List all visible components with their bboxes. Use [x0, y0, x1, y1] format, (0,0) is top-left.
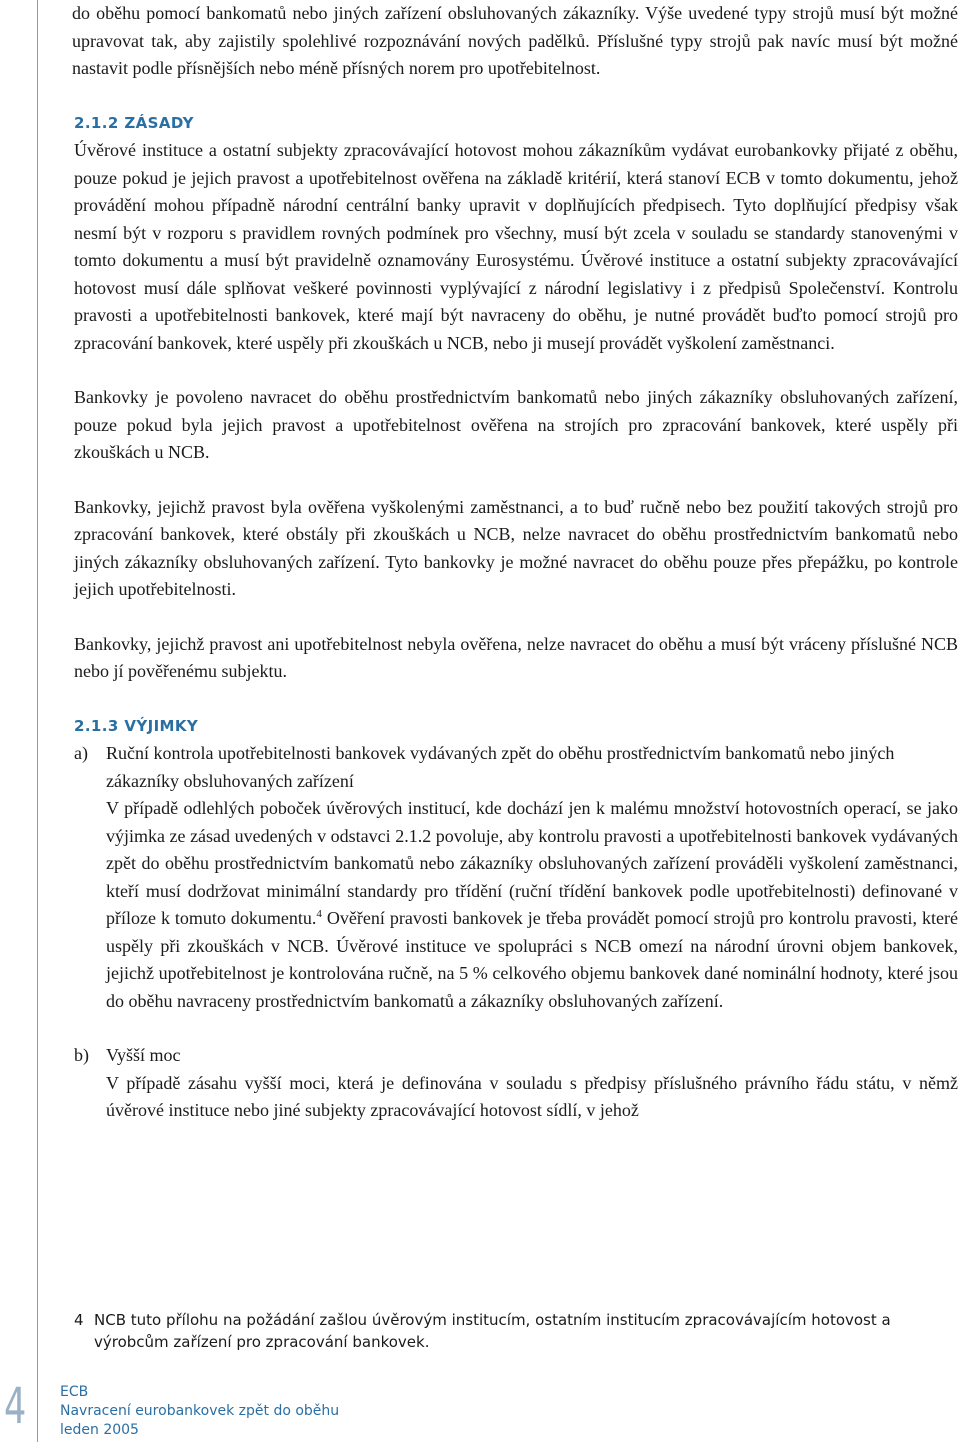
- footnote: [74, 1309, 958, 1353]
- footnote-text: NCB tuto přílohu na požádání zašlou úvěrovým institucím, ostatním institucím zpracovávajícím hotovost a výrobcům zařízení pro zpracování bankovek.: [94, 1311, 891, 1351]
- page-number: 4: [4, 1377, 27, 1435]
- item-text: V případě zásahu vyšší moci, která je definována v souladu s předpisy příslušného právního řádu státu, v němž úvěrové instituce nebo jiné subjekty zpracovávající hotovost sídlí, v jehož: [106, 1072, 958, 1120]
- paragraph-principles-3: Bankovky, jejichž pravost byla ověřena vyškolenými zaměstnanci, a to buď ručně nebo bez použití takových strojů pro zpracování bankovek, které obstály při zkouškách u NCB, nelze navracet do oběhu prostřednictvím bankomatů nebo jiných zákazníky obsluhovaných zařízení. Tyto bankovky je možné navracet do oběhu pouze přes přepážku, po kontrole jejich upotřebitelnosti.: [74, 496, 958, 599]
- footer-document-title: Navracení eurobankovek zpět do oběhu: [60, 1403, 340, 1419]
- page-footer: [60, 1383, 339, 1440]
- exception-item-b: [74, 1042, 958, 1125]
- paragraph-principles-4: Bankovky, jejichž pravost ani upotřebitelnost nebyla ověřena, nelze navracet do oběhu a musí být vráceny příslušné NCB nebo jí pověřenému subjektu.: [74, 633, 958, 681]
- item-title: Vyšší moc: [106, 1045, 181, 1065]
- section-heading-2-1-2: 2.1.2 ZÁSADY: [74, 113, 194, 132]
- margin-rule: [37, 0, 38, 1442]
- paragraph-principles-2: Bankovky je povoleno navracet do oběhu prostřednictvím bankomatů nebo jiných zákazníky obsluhovaných zařízení, pouze pokud byla jejich pravost a upotřebitelnost ověřena na strojích pro zpracování bankovek, které uspěly při zkouškách u NCB.: [74, 387, 958, 462]
- item-title: Ruční kontrola upotřebitelnosti bankovek vydávaných zpět do oběhu prostřednictvím bankomatů nebo jiných zákazníky obsluhovaných zařízení: [106, 743, 895, 791]
- footnote-reference[interactable]: 4: [316, 908, 322, 920]
- footer-publisher: ECB: [60, 1384, 89, 1400]
- footnote-number: 4: [74, 1311, 84, 1329]
- footer-date: leden 2005: [60, 1422, 139, 1438]
- page-content: [74, 0, 958, 1125]
- item-text: V případě odlehlých poboček úvěrových institucí, kde dochází jen k malému množství hotovostních operací, se jako výjimka ze zásad uvedených v odstavci 2.1.2 povoluje, aby kontrolu pravosti a upotřebitelnosti bankovek vydávaných zpět do oběhu prostřednictvím bankomatů nebo zákazníky obsluhovaných zařízení prováděli vyškolení zaměstnanci, kteří musí dodržovat minimální standardy pro třídění (ruční třídění bankovek podle upotřebitelnosti) definované v příloze k tomuto dokumentu.$^4$ Ověření pravosti bankovek je třeba provádět pomocí strojů pro kontrolu pravosti, které uspěly při zkouškách v NCB. Úvěrové instituce ve spolupráci s NCB omezí na národní úrovni objem bankovek, jejichž upotřebitelnost je kontrolována ručně, na 5 % celkového objemu bankovek dané nominální hodnoty, které jsou do oběhu navraceny prostřednictvím bankomatů a zákazníky obsluhovaných zařízení.: [106, 798, 959, 1011]
- section-heading-2-1-3: 2.1.3 VÝJIMKY: [74, 716, 199, 735]
- item-label: b): [74, 1045, 89, 1065]
- paragraph-principles-1: Úvěrové instituce a ostatní subjekty zpracovávající hotovost mohou zákazníkům vydávat eurobankovky přijaté z oběhu, pouze pokud je jejich pravost a upotřebitelnost ověřena na základě kritérií, která stanoví ECB v tomto dokumentu, jehož provádění mohou případně národní centrální banky upravit v doplňujících předpisech. Tyto doplňující předpisy však nesmí být v rozporu s pravidlem rovných podmínek pro všechny, musí být zcela v souladu se standardy stanovenými v tomto dokumentu a musí být pravidelně oznamovány Eurosystému. Úvěrové instituce a ostatní subjekty zpracovávající hotovost musí dále splňovat veškeré povinnosti vyplývající z národní legislativy i z předpisů Společenství. Kontrolu pravosti a upotřebitelnosti bankovek, které mají být navraceny do oběhu, je nutné provádět buďto pomocí strojů pro zpracování bankovek, které uspěly při zkouškách u NCB, nebo ji musejí provádět vyškolení zaměstnanci.: [74, 140, 958, 353]
- item-label: a): [74, 743, 88, 763]
- intro-paragraph: do oběhu pomocí bankomatů nebo jiných zařízení obsluhovaných zákazníky. Výše uvedené typy strojů musí být možné upravovat tak, aby zajistily spolehlivé rozpoznávání nových padělků. Příslušné typy strojů pak navíc musí být možné nastavit podle přísnějších nebo méně přísných norem pro upotřebitelnost.: [72, 3, 958, 78]
- exception-item-a: [74, 740, 958, 1015]
